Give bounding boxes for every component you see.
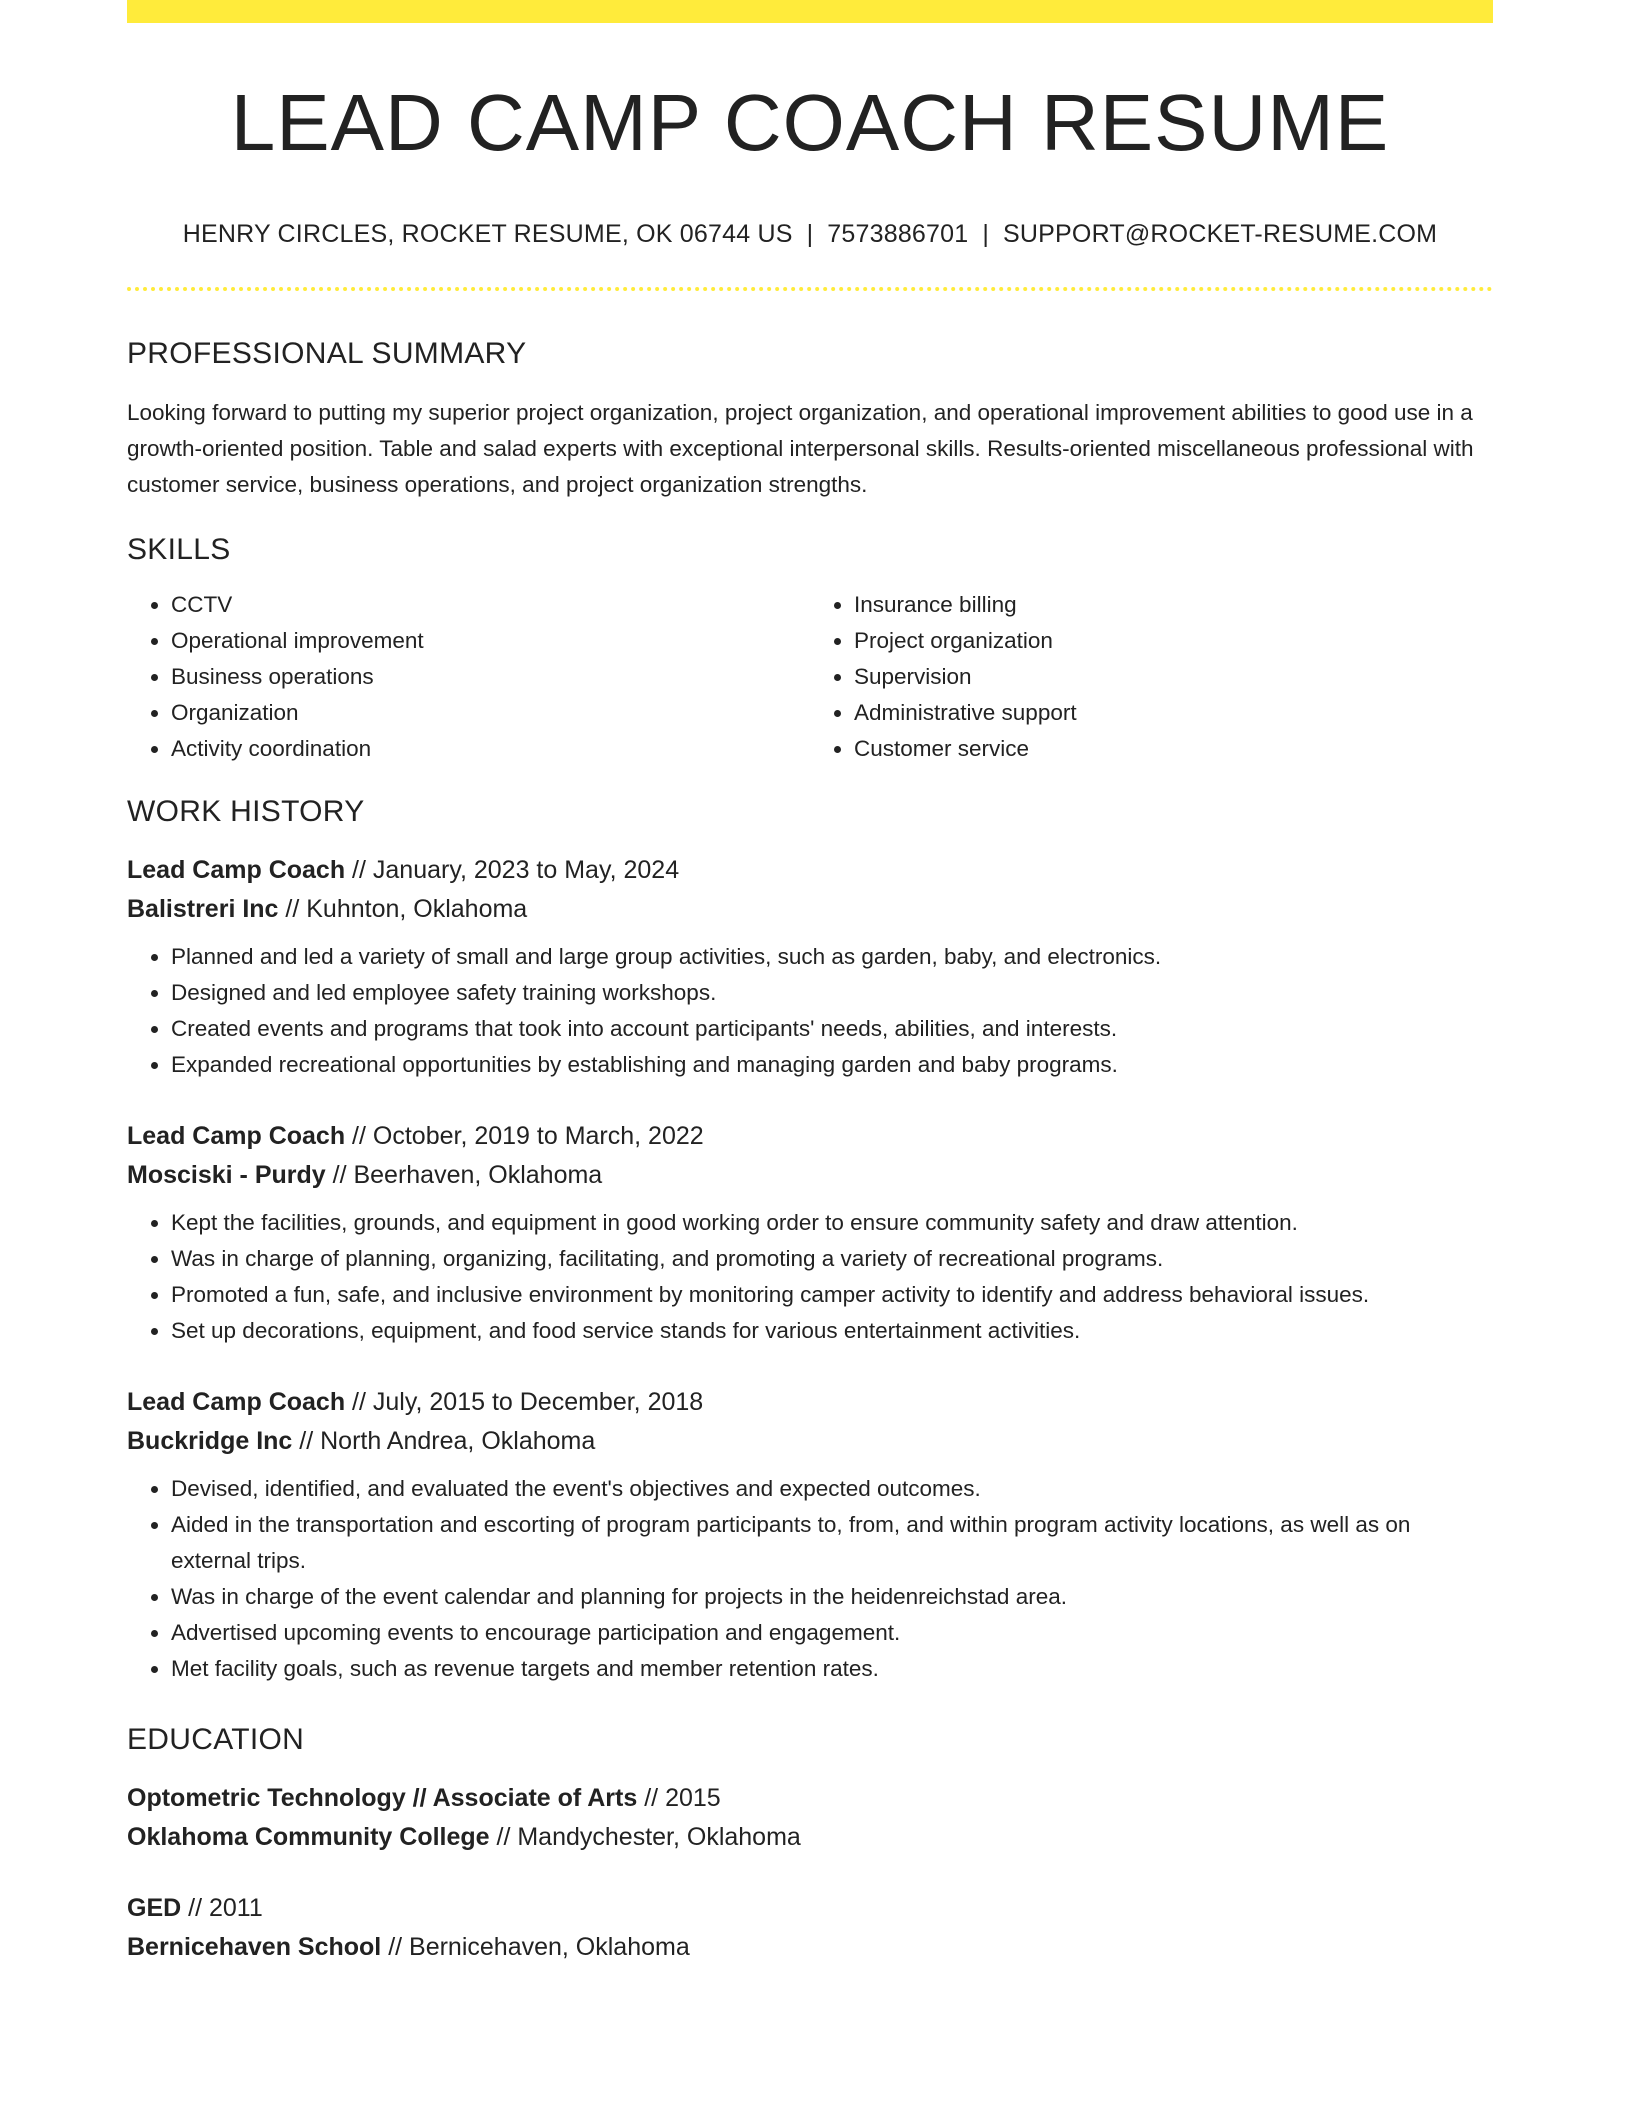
skills-heading: SKILLS xyxy=(127,533,231,566)
job-bullet: • Devised, identified, and evaluated the event's objectives and expected outcomes. xyxy=(171,1471,1493,1507)
job-bullet: • Set up decorations, equipment, and food service stands for various entertainment activities. xyxy=(171,1313,1493,1349)
skill-item: • Insurance billing xyxy=(854,587,1493,623)
education-school-line xyxy=(127,1818,1493,1857)
job-bullet: • Promoted a fun, safe, and inclusive environment by monitoring camper activity to identify and address behavioral issues. xyxy=(171,1277,1493,1313)
job-entry xyxy=(127,851,1493,1083)
education-school: Bernicehaven School xyxy=(127,1933,382,1961)
education-location: // Bernicehaven, Oklahoma xyxy=(381,1933,690,1961)
skill-item: • Project organization xyxy=(854,623,1493,659)
skill-item: • Organization xyxy=(171,695,810,731)
job-role-line xyxy=(127,1383,1493,1422)
education-location: // Mandychester, Oklahoma xyxy=(489,1823,801,1851)
job-entry xyxy=(127,1117,1493,1349)
education-entry xyxy=(127,1889,1493,1967)
skill-item: • Administrative support xyxy=(854,695,1493,731)
education-entry xyxy=(127,1779,1493,1857)
job-bullets xyxy=(127,1205,1493,1349)
skills-list xyxy=(127,587,1493,767)
summary-text: Looking forward to putting my superior project organization, project organization, and operational improvement abilities to good use in a growth-oriented position. Table and salad experts with exceptional interpersonal skills. Results-oriented miscellaneous professional with customer service, business operations, and project organization strengths. xyxy=(127,400,1474,497)
skill-item: • Business operations xyxy=(171,659,810,695)
job-company-line xyxy=(127,1422,1493,1461)
skill-item: • Operational improvement xyxy=(171,623,810,659)
job-role-line xyxy=(127,1117,1493,1156)
education-degree: Optometric Technology // Associate of Arts xyxy=(127,1784,638,1812)
page-title: LEAD CAMP COACH RESUME xyxy=(230,78,1390,167)
contact-separator: | xyxy=(806,220,814,248)
contact-phone: 7573886701 xyxy=(827,220,969,248)
skill-item: • Supervision xyxy=(854,659,1493,695)
job-role-line xyxy=(127,851,1493,890)
job-location: // Beerhaven, Oklahoma xyxy=(325,1161,603,1189)
contact-email: SUPPORT@ROCKET-RESUME.COM xyxy=(1003,220,1438,248)
work-history-heading: WORK HISTORY xyxy=(127,795,365,828)
resume-page xyxy=(127,0,1493,1967)
job-location: // Kuhnton, Oklahoma xyxy=(278,895,528,923)
job-bullet: • Met facility goals, such as revenue targets and member retention rates. xyxy=(171,1651,1493,1687)
job-dates: // July, 2015 to December, 2018 xyxy=(345,1388,704,1416)
education-degree: GED xyxy=(127,1894,182,1922)
job-role: Lead Camp Coach xyxy=(127,856,346,884)
education-year: // 2011 xyxy=(181,1894,263,1922)
education-school-line xyxy=(127,1928,1493,1967)
skill-item: • Customer service xyxy=(854,731,1493,767)
contact-line xyxy=(127,222,1493,247)
job-bullets xyxy=(127,1471,1493,1687)
job-role: Lead Camp Coach xyxy=(127,1122,346,1150)
job-bullet: • Was in charge of the event calendar and planning for projects in the heidenreichstad area. xyxy=(171,1579,1493,1615)
skills-column-right xyxy=(810,587,1493,767)
job-bullet: • Was in charge of planning, organizing, facilitating, and promoting a variety of recreational programs. xyxy=(171,1241,1493,1277)
education-year: // 2015 xyxy=(637,1784,721,1812)
education-degree-line xyxy=(127,1889,1493,1928)
job-bullet: • Aided in the transportation and escorting of program participants to, from, and within program activity locations, as well as on external trips. xyxy=(171,1507,1493,1579)
job-bullet: • Designed and led employee safety training workshops. xyxy=(171,975,1493,1011)
skill-item: • Activity coordination xyxy=(171,731,810,767)
skill-item: • CCTV xyxy=(171,587,810,623)
job-bullet: • Created events and programs that took into account participants' needs, abilities, and interests. xyxy=(171,1011,1493,1047)
job-dates: // January, 2023 to May, 2024 xyxy=(345,856,680,884)
job-bullet: • Kept the facilities, grounds, and equipment in good working order to ensure community safety and draw attention. xyxy=(171,1205,1493,1241)
job-company-line xyxy=(127,890,1493,929)
job-company: Buckridge Inc xyxy=(127,1427,293,1455)
job-role: Lead Camp Coach xyxy=(127,1388,346,1416)
skills-column-left xyxy=(127,587,810,767)
job-bullet: • Advertised upcoming events to encourage participation and engagement. xyxy=(171,1615,1493,1651)
education-heading: EDUCATION xyxy=(127,1723,305,1756)
job-bullet: • Expanded recreational opportunities by establishing and managing garden and baby programs. xyxy=(171,1047,1493,1083)
job-bullets xyxy=(127,939,1493,1083)
summary-heading: PROFESSIONAL SUMMARY xyxy=(127,337,527,370)
job-location: // North Andrea, Oklahoma xyxy=(292,1427,596,1455)
job-entry xyxy=(127,1383,1493,1687)
education-school: Oklahoma Community College xyxy=(127,1823,490,1851)
job-company-line xyxy=(127,1156,1493,1195)
job-company: Mosciski - Purdy xyxy=(127,1161,326,1189)
education-degree-line xyxy=(127,1779,1493,1818)
dotted-divider xyxy=(127,287,1493,291)
contact-separator: | xyxy=(982,220,990,248)
job-company: Balistreri Inc xyxy=(127,895,279,923)
contact-address: HENRY CIRCLES, ROCKET RESUME, OK 06744 US xyxy=(182,220,793,248)
job-bullet: • Planned and led a variety of small and large group activities, such as garden, baby, and electronics. xyxy=(171,939,1493,975)
top-accent-bar xyxy=(127,0,1493,23)
job-dates: // October, 2019 to March, 2022 xyxy=(345,1122,704,1150)
